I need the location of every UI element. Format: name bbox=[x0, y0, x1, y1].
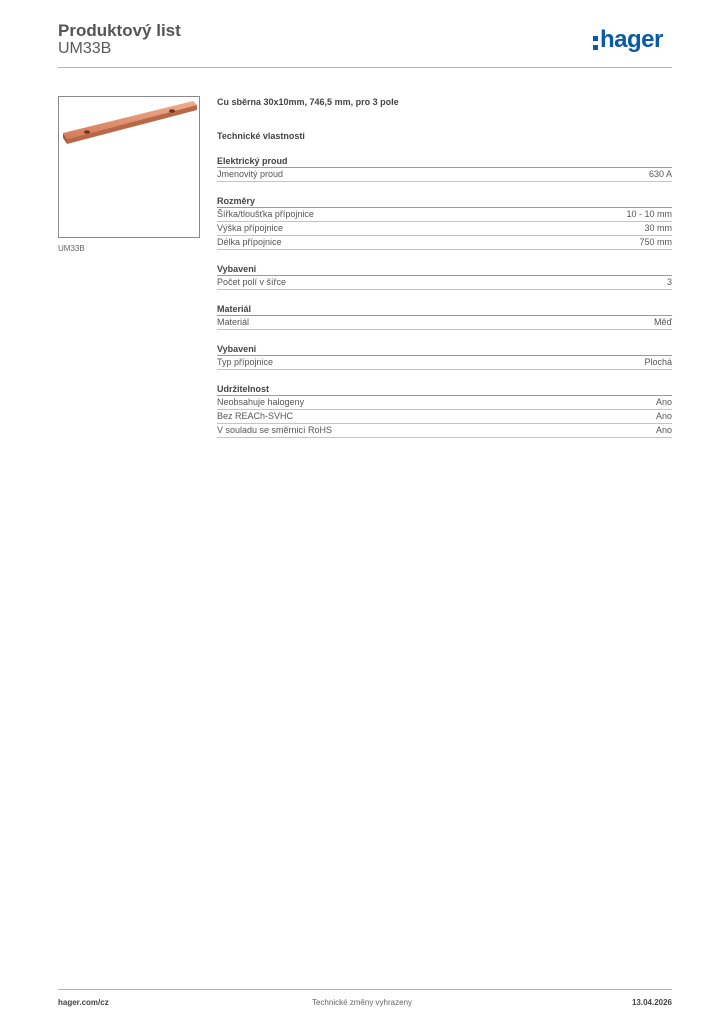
spec-value: 3 bbox=[666, 277, 672, 287]
spec-row bbox=[217, 236, 672, 250]
spec-row bbox=[217, 356, 672, 370]
footer-date: 13.04.2026 bbox=[631, 998, 672, 1007]
product-image bbox=[58, 96, 200, 238]
hager-logo[interactable] bbox=[593, 28, 663, 52]
footer-divider bbox=[58, 989, 672, 990]
spec-group-title: Vybavení bbox=[217, 343, 672, 356]
spec-label: Počet polí v šířce bbox=[217, 277, 287, 287]
spec-row bbox=[217, 424, 672, 438]
page-title: Produktový list bbox=[58, 21, 181, 40]
technical-properties-title: Technické vlastnosti bbox=[217, 131, 305, 141]
spec-label: Typ přípojnice bbox=[217, 357, 274, 367]
spec-value: 10 - 10 mm bbox=[626, 209, 672, 219]
spec-group-material bbox=[217, 303, 672, 330]
spec-group-equipment-type bbox=[217, 343, 672, 370]
spec-group-equipment bbox=[217, 263, 672, 290]
spec-row bbox=[217, 316, 672, 330]
spec-group-electric-current bbox=[217, 155, 672, 182]
spec-group-sustainability bbox=[217, 383, 672, 438]
spec-row bbox=[217, 222, 672, 236]
spec-row bbox=[217, 276, 672, 290]
spec-row bbox=[217, 208, 672, 222]
spec-label: Délka přípojnice bbox=[217, 237, 282, 247]
footer-website-link[interactable]: hager.com/cz bbox=[58, 998, 109, 1007]
spec-value: Ano bbox=[655, 411, 672, 421]
spec-label: Bez REACh-SVHC bbox=[217, 411, 294, 421]
spec-group-title: Elektrický proud bbox=[217, 155, 672, 168]
product-code: UM33B bbox=[58, 40, 112, 57]
spec-value: 630 A bbox=[648, 169, 672, 179]
spec-label: Neobsahuje halogeny bbox=[217, 397, 305, 407]
spec-value: Měď bbox=[653, 317, 672, 327]
spec-value: Ano bbox=[655, 397, 672, 407]
logo-text: hager bbox=[600, 26, 663, 53]
spec-group-title: Vybavení bbox=[217, 263, 672, 276]
copper-busbar-image bbox=[59, 97, 199, 237]
spec-value: Plochá bbox=[644, 357, 672, 367]
spec-group-title: Udržitelnost bbox=[217, 383, 672, 396]
spec-label: Jmenovitý proud bbox=[217, 169, 284, 179]
product-description: Cu sběrna 30x10mm, 746,5 mm, pro 3 pole bbox=[217, 97, 399, 107]
spec-group-title: Rozměry bbox=[217, 195, 672, 208]
spec-value: 30 mm bbox=[644, 223, 672, 233]
spec-row bbox=[217, 410, 672, 424]
spec-group-title: Materiál bbox=[217, 303, 672, 316]
header-divider bbox=[58, 67, 672, 68]
footer-notice: Technické změny vyhrazeny bbox=[311, 998, 413, 1007]
spec-value: 750 mm bbox=[639, 237, 672, 247]
image-caption: UM33B bbox=[58, 244, 85, 253]
spec-label: V souladu se směrnicí RoHS bbox=[217, 425, 333, 435]
spec-label: Šířka/tloušťka přípojnice bbox=[217, 209, 314, 219]
spec-value: Ano bbox=[655, 425, 672, 435]
spec-section bbox=[217, 96, 672, 438]
spec-label: Výška přípojnice bbox=[217, 223, 284, 233]
spec-label: Materiál bbox=[217, 317, 250, 327]
spec-group-dimensions bbox=[217, 195, 672, 250]
spec-row bbox=[217, 396, 672, 410]
spec-row bbox=[217, 168, 672, 182]
logo-dots-icon bbox=[593, 36, 598, 50]
